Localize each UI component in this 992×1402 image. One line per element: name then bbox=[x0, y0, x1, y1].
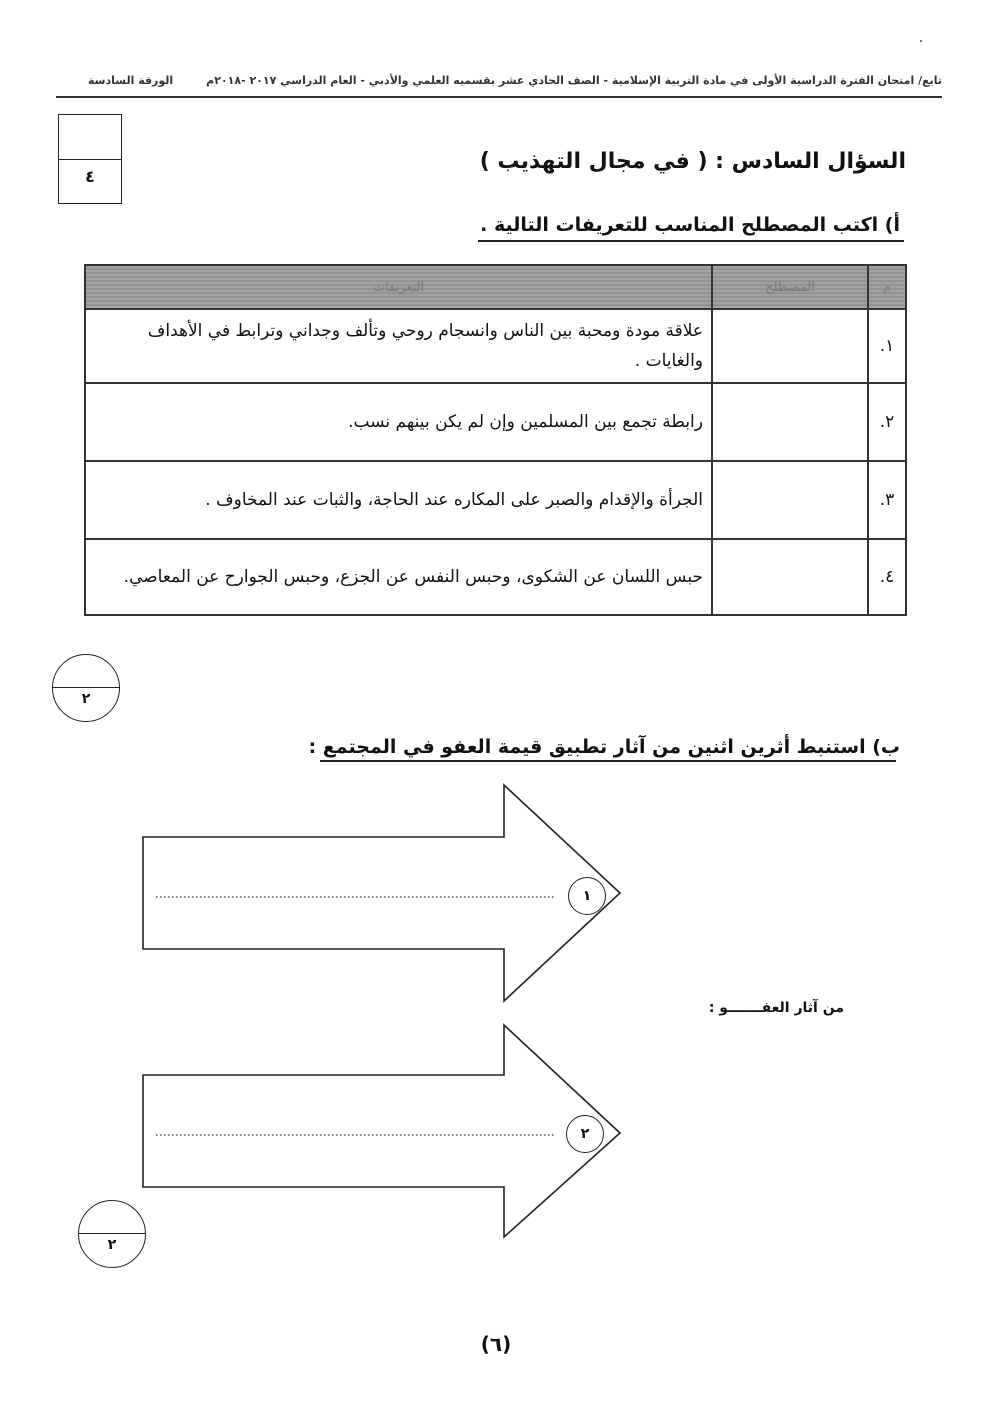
answer-arrow-2 bbox=[138, 1022, 624, 1240]
part-b-score-value: ٢ bbox=[107, 1237, 117, 1253]
part-a-instruction: أ) اكتب المصطلح المناسب للتعريفات التالية . bbox=[480, 214, 900, 236]
page-number: (٦) bbox=[480, 1332, 512, 1356]
term-answer-cell[interactable] bbox=[712, 383, 868, 461]
arrow-number-1: ١ bbox=[568, 877, 606, 915]
row-number: ١. bbox=[868, 309, 906, 383]
part-a-underline bbox=[478, 240, 904, 242]
row-number: ٤. bbox=[868, 539, 906, 615]
table-row bbox=[85, 539, 906, 615]
term-answer-cell[interactable] bbox=[712, 461, 868, 539]
term-answer-cell[interactable] bbox=[712, 309, 868, 383]
sheet-label: الورقة السادسة bbox=[88, 74, 174, 87]
definition-text: علاقة مودة ومحبة بين الناس وانسجام روحي وتألف وجداني وترابط في الأهداف والغايات . bbox=[85, 309, 712, 383]
definition-text: حبس اللسان عن الشكوى، وحبس النفس عن الجزع، وحبس الجوارح عن المعاصي. bbox=[85, 539, 712, 615]
scan-speck bbox=[920, 40, 922, 42]
header-num: م bbox=[868, 265, 906, 309]
exam-header-title: تابع/ امتحان الفترة الدراسية الأولى في مادة التربية الإسلامية - الصف الحادي عشر بقسميه العلمي والأدبي - العام الدراسي ٢٠١٧ -٢٠١٨م bbox=[206, 74, 942, 87]
table-row bbox=[85, 383, 906, 461]
row-number: ٣. bbox=[868, 461, 906, 539]
answer-arrow-1 bbox=[138, 782, 624, 1004]
question-title: السؤال السادس : ( في مجال التهذيب ) bbox=[479, 149, 906, 174]
arrow-number-2: ٢ bbox=[566, 1115, 604, 1153]
table-header-row bbox=[85, 265, 906, 309]
table-row bbox=[85, 309, 906, 383]
definitions-table bbox=[84, 264, 907, 616]
part-a-score-circle bbox=[52, 654, 120, 722]
part-b-score-circle bbox=[78, 1200, 146, 1268]
effects-label: من آثار العفـــــــو : bbox=[708, 1000, 844, 1016]
part-a-score-value: ٢ bbox=[81, 691, 91, 707]
header-definition: التعريفات bbox=[85, 265, 712, 309]
header-divider bbox=[56, 96, 942, 98]
header-term: المصطلح bbox=[712, 265, 868, 309]
definition-text: الجرأة والإقدام والصبر على المكاره عند الحاجة، والثبات عند المخاوف . bbox=[85, 461, 712, 539]
definition-text: رابطة تجمع بين المسلمين وإن لم يكن بينهم نسب. bbox=[85, 383, 712, 461]
row-number: ٢. bbox=[868, 383, 906, 461]
question-score-box bbox=[58, 114, 122, 204]
question-score-value: ٤ bbox=[85, 167, 95, 186]
part-b-instruction: ب) استنبط أثرين اثنين من آثار تطبيق قيمة العفو في المجتمع : bbox=[308, 736, 900, 758]
part-b-underline bbox=[320, 760, 896, 762]
term-answer-cell[interactable] bbox=[712, 539, 868, 615]
table-row bbox=[85, 461, 906, 539]
